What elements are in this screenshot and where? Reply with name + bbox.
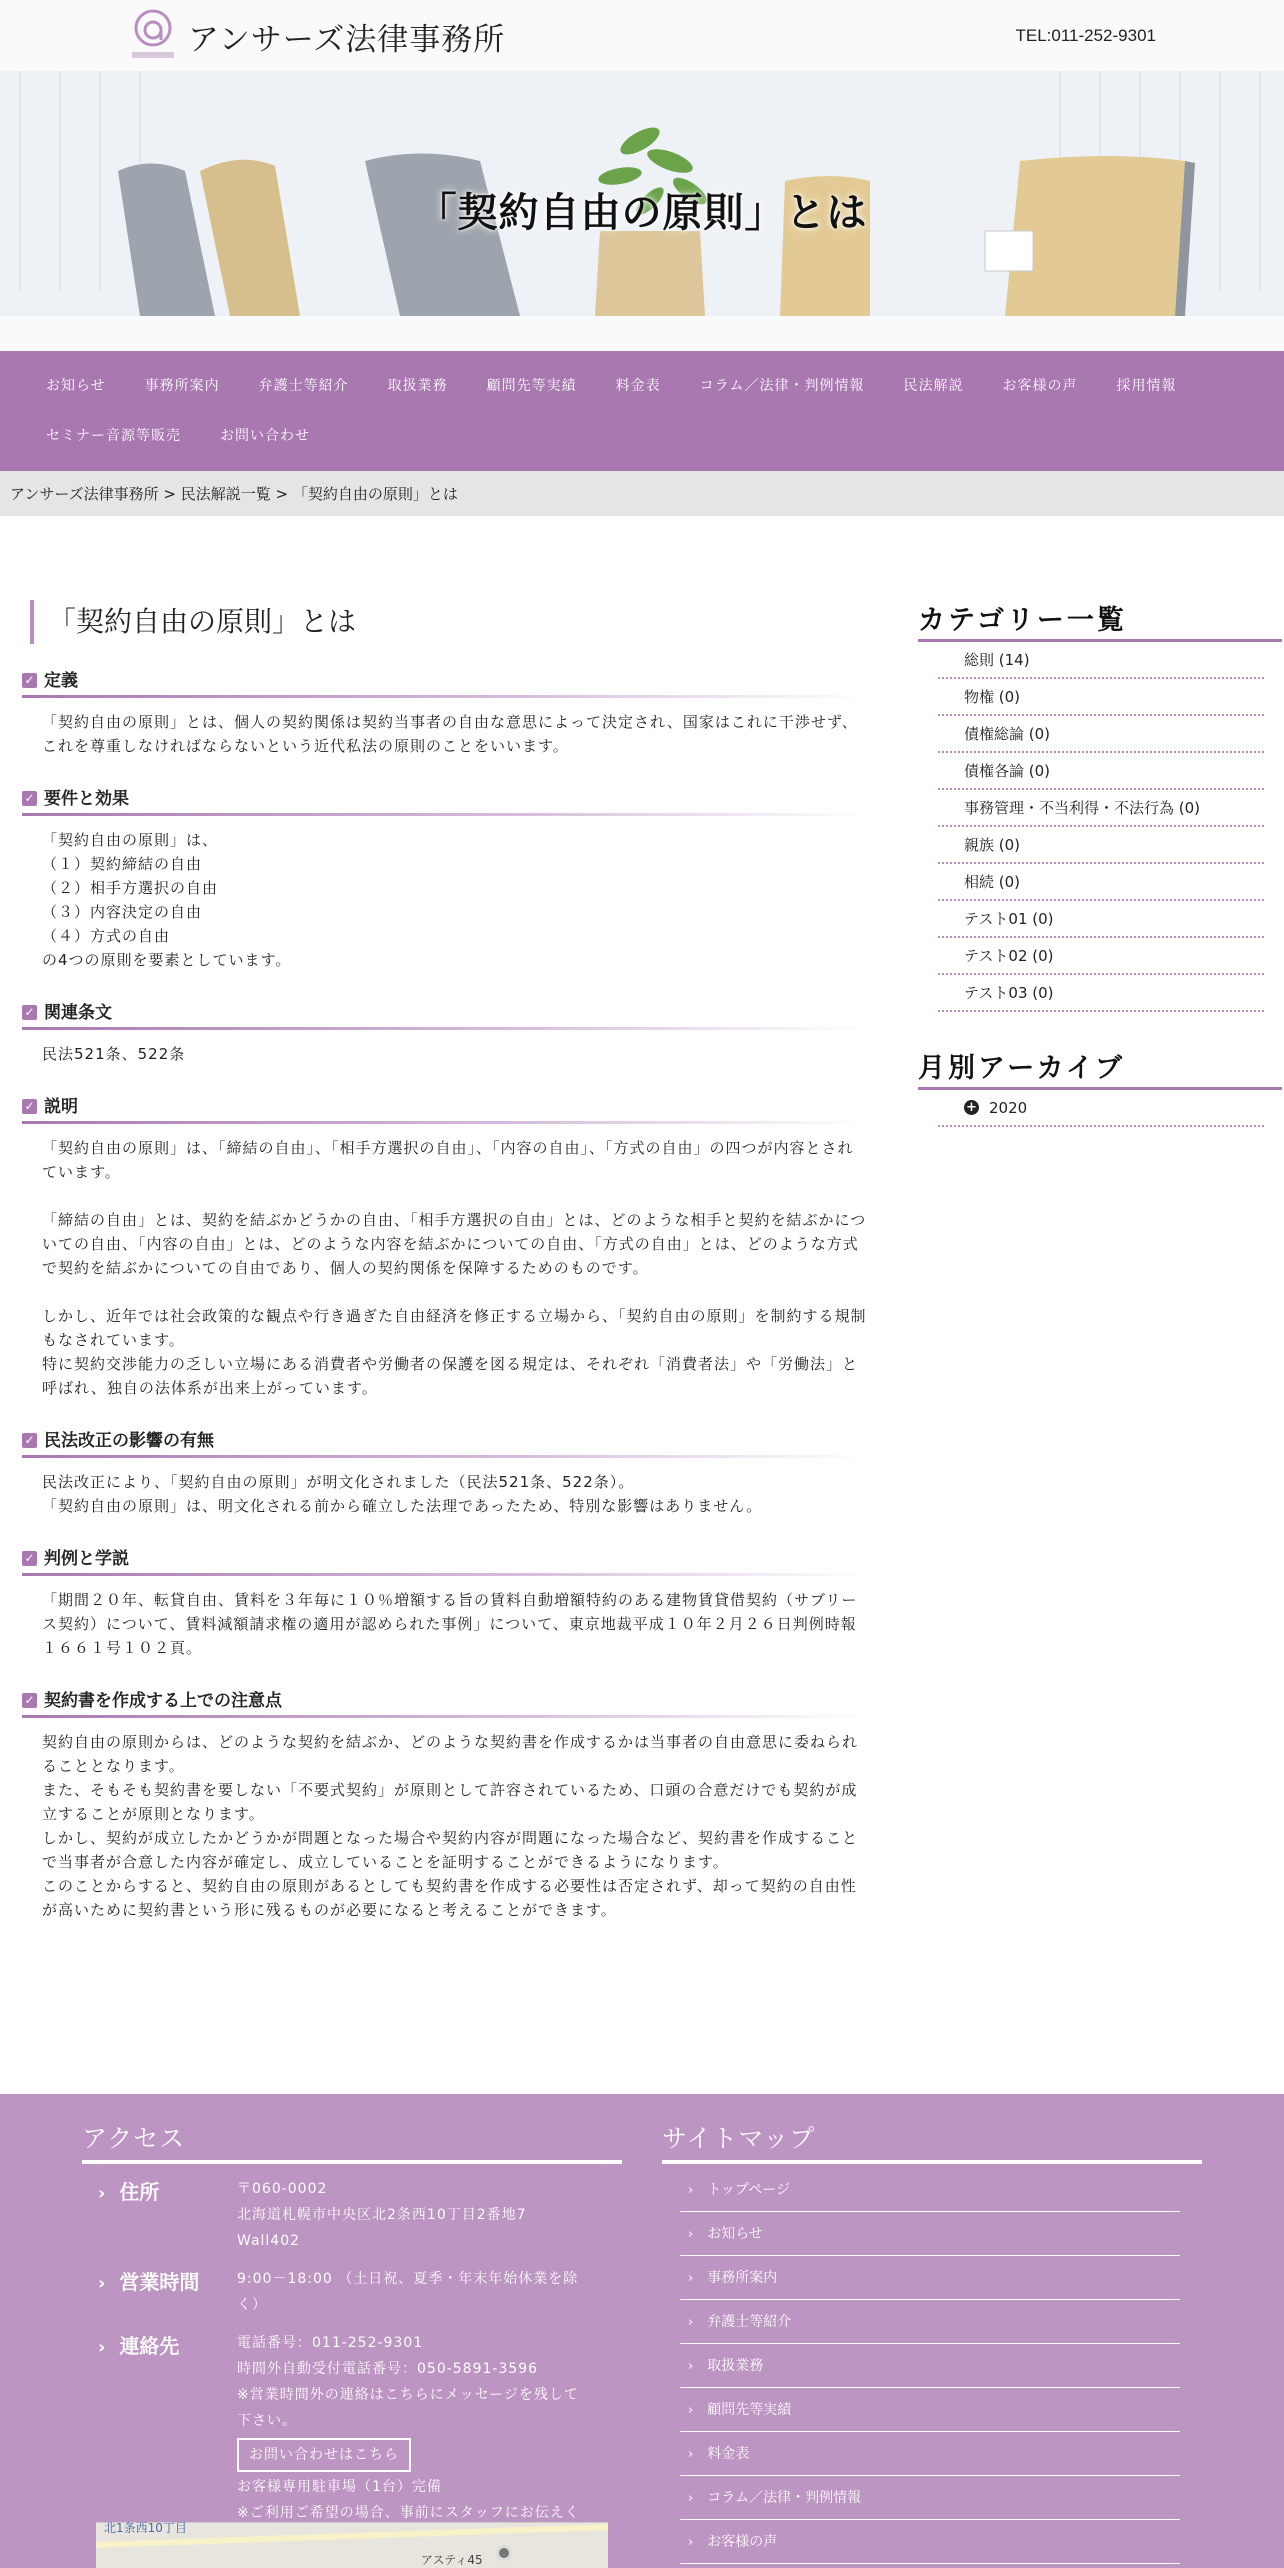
section-body-explanation <box>22 1136 868 1400</box>
sidebar <box>918 600 1282 1127</box>
hours-line: く） <box>237 2297 267 2313</box>
checkbox-icon: ✓ <box>22 791 37 806</box>
category-item[interactable]: 債権総論 (0) <box>938 716 1264 753</box>
checkbox-icon: ✓ <box>22 1099 37 1114</box>
sitemap-item-label[interactable]: お知らせ <box>707 2226 763 2242</box>
contact-line: 電話番号：011-252-9301 <box>237 2335 424 2351</box>
paragraph: 「契約自由の原則」は、 <box>42 831 219 849</box>
paragraph: の4つの原則を要素としています。 <box>42 951 292 969</box>
paragraph: （３）内容決定の自由 <box>42 903 203 921</box>
sitemap-item[interactable] <box>680 2388 1180 2432</box>
paragraph: 民法521条、522条 <box>42 1045 186 1063</box>
section-heading-text: 民法改正の影響の有無 <box>44 1431 214 1451</box>
breadcrumb-separator: > <box>158 485 181 503</box>
contact-line: 下さい。 <box>237 2413 297 2429</box>
sitemap-title: サイトマップ <box>662 2122 1202 2164</box>
nav-item-recruit[interactable]: 採用情報 <box>1116 378 1177 394</box>
contact-line: 時間外自動受付電話番号：050-5891-3596 <box>237 2361 539 2377</box>
map-pin-icon <box>496 2545 512 2561</box>
chevron-right-icon: › <box>98 2337 106 2358</box>
section-body-articles <box>22 1042 868 1066</box>
hours-label: 営業時間 <box>119 2270 200 2294</box>
paragraph: 「期間２０年、転貸自由、賃料を３年毎に１０％増額する旨の賃料自動増額特約のある建物賃貸借契約（サブリース契約）について、賃料減額請求権の適用が認められた事例」について、東京地裁平成１０年２月２６日判例時報１６６１号１０２頁。 <box>42 1591 858 1657</box>
parking-line: お客様専用駐車場（1台）完備 <box>237 2479 442 2495</box>
header-tel[interactable]: TEL:011-252-9301 <box>1015 26 1156 45</box>
nav-item-civil-law[interactable]: 民法解説 <box>903 378 964 394</box>
section-heading-text: 要件と効果 <box>44 789 129 809</box>
breadcrumb-home[interactable]: アンサーズ法律事務所 <box>10 485 159 503</box>
chevron-right-icon: › <box>688 2315 694 2330</box>
sitemap-item-label[interactable]: トップページ <box>707 2182 790 2198</box>
sitemap-item[interactable] <box>680 2300 1180 2344</box>
checkbox-icon: ✓ <box>22 1005 37 1020</box>
sitemap-item[interactable] <box>680 2212 1180 2256</box>
breadcrumb <box>0 471 1284 516</box>
hero-title: 「契約自由の原則」とは <box>416 190 868 236</box>
nav-item-clients[interactable]: 顧問先等実績 <box>486 378 577 394</box>
category-title: カテゴリー一覧 <box>918 600 1282 642</box>
category-item[interactable]: 総則 (14) <box>938 642 1264 679</box>
plus-circle-icon[interactable]: + <box>964 1100 979 1115</box>
address-line: Wall402 <box>237 2233 301 2249</box>
sitemap-item-label[interactable]: 料金表 <box>707 2446 750 2462</box>
section-heading-articles <box>22 1000 868 1028</box>
section-body-requirements <box>22 828 868 972</box>
section-body-reform <box>22 1470 868 1518</box>
paragraph: 民法改正により、「契約自由の原則」が明文化されました（民法521条、522条）。 <box>42 1473 635 1491</box>
archive-year[interactable]: 2020 <box>989 1098 1028 1117</box>
site-footer <box>0 2094 1284 2568</box>
contact-value <box>237 2330 617 2552</box>
paragraph: 「契約自由の原則」は、明文化される前から確立した法理であったため、特別な影響はありません。 <box>42 1497 763 1515</box>
site-header <box>0 0 1284 71</box>
access-map[interactable] <box>96 2522 608 2568</box>
address-label: 住所 <box>119 2180 160 2204</box>
hours-line: 9:00－18:00 （土日祝、夏季・年末年始休業を除 <box>237 2271 579 2287</box>
sitemap-item[interactable] <box>680 2476 1180 2520</box>
section-body-definition <box>22 710 868 758</box>
section-heading-text: 判例と学説 <box>44 1549 129 1569</box>
site-logo-icon[interactable] <box>130 8 176 64</box>
chevron-right-icon: › <box>688 2359 694 2374</box>
nav-item-fees[interactable]: 料金表 <box>615 378 661 394</box>
section-heading-text: 定義 <box>44 671 78 691</box>
nav-item-news[interactable]: お知らせ <box>46 378 106 394</box>
global-nav <box>0 351 1284 471</box>
address-line: 北海道札幌市中央区北2条西10丁目2番地7 <box>237 2207 527 2223</box>
contact-label: 連絡先 <box>119 2334 180 2358</box>
map-label: 北1条西10丁目 <box>104 2521 187 2535</box>
nav-item-office[interactable]: 事務所案内 <box>144 378 220 394</box>
section-heading-precedents <box>22 1546 868 1574</box>
nav-item-seminar[interactable]: セミナー音源等販売 <box>46 428 181 444</box>
category-list <box>938 642 1264 1012</box>
archive-year-item[interactable] <box>938 1090 1264 1127</box>
hours-label-wrap <box>82 2266 237 2318</box>
chevron-right-icon: › <box>688 2535 694 2550</box>
chevron-right-icon: › <box>98 2273 106 2294</box>
site-name[interactable]: アンサーズ法律事務所 <box>188 22 506 58</box>
chevron-right-icon: › <box>688 2271 694 2286</box>
hero-banner <box>0 71 1284 351</box>
category-item[interactable]: 物権 (0) <box>938 679 1264 716</box>
sitemap-list <box>680 2168 1180 2564</box>
parking-line: ※ご利用ご希望の場合、事前にスタッフにお伝えく <box>237 2505 580 2521</box>
breadcrumb-separator: > <box>270 485 293 503</box>
chevron-right-icon: › <box>688 2403 694 2418</box>
paragraph: 「締結の自由」とは、契約を結ぶかどうかの自由、「相手方選択の自由」とは、どのような相手と契約を結ぶかについての自由、「内容の自由」とは、どのような内容を結ぶかについての自由、「方式の自由」とは、どのような方式で契約を結ぶかについての自由であり、個人の契約関係を保障するためのものです。 <box>42 1211 867 1277</box>
paragraph: 特に契約交渉能力の乏しい立場にある消費者や労働者の保護を図る規定は、それぞれ「消費者法」や「労働法」と呼ばれ、独自の法体系が出来上がっています。 <box>42 1355 859 1397</box>
sitemap-item[interactable] <box>680 2168 1180 2212</box>
hours-value <box>237 2266 617 2318</box>
breadcrumb-list[interactable]: 民法解説一覧 <box>180 485 271 503</box>
category-item[interactable]: テスト03 (0) <box>938 975 1264 1012</box>
sitemap-item-label[interactable]: コラム／法律・判例情報 <box>707 2490 862 2506</box>
section-heading-requirements <box>22 786 868 814</box>
address-label-wrap <box>82 2176 237 2254</box>
footer-access <box>82 2122 622 2552</box>
sitemap-item[interactable] <box>680 2520 1180 2564</box>
section-heading-explanation <box>22 1094 868 1122</box>
chevron-right-icon: › <box>688 2227 694 2242</box>
contact-button[interactable]: お問い合わせはこちら <box>237 2438 411 2472</box>
chevron-right-icon: › <box>688 2447 694 2462</box>
category-item[interactable]: 相続 (0) <box>938 864 1264 901</box>
nav-item-services[interactable]: 取扱業務 <box>387 378 448 394</box>
category-item[interactable]: 事務管理・不当利得・不法行為 (0) <box>938 790 1264 827</box>
category-item[interactable]: 親族 (0) <box>938 827 1264 864</box>
category-item[interactable]: 債権各論 (0) <box>938 753 1264 790</box>
sitemap-item-label[interactable]: 取扱業務 <box>707 2358 764 2374</box>
paragraph: このことからすると、契約自由の原則があるとしても契約書を作成する必要性は否定されず、却って契約の自由性が高いために契約書という形に残るものが必要になると考えることができます。 <box>42 1877 857 1919</box>
category-item[interactable]: テスト01 (0) <box>938 901 1264 938</box>
checkbox-icon: ✓ <box>22 1551 37 1566</box>
checkbox-icon: ✓ <box>22 673 37 688</box>
nav-item-column[interactable]: コラム／法律・判例情報 <box>699 378 865 394</box>
article <box>22 600 868 1950</box>
paragraph: （２）相手方選択の自由 <box>42 879 219 897</box>
section-heading-reform <box>22 1428 868 1456</box>
sitemap-item[interactable] <box>680 2256 1180 2300</box>
nav-item-voices[interactable]: お客様の声 <box>1002 378 1078 394</box>
section-heading-definition <box>22 668 868 696</box>
chevron-right-icon: › <box>688 2183 694 2198</box>
section-heading-contract-notes <box>22 1688 868 1716</box>
sitemap-item[interactable] <box>680 2344 1180 2388</box>
chevron-right-icon: › <box>688 2491 694 2506</box>
section-heading-text: 関連条文 <box>44 1003 112 1023</box>
sitemap-item-label[interactable]: お客様の声 <box>707 2534 778 2550</box>
paragraph: 契約自由の原則からは、どのような契約を結ぶか、どのような契約書を作成するかは当事者の自由意思に委ねられることとなります。 <box>42 1733 859 1775</box>
paragraph: （１）契約締結の自由 <box>42 855 203 873</box>
checkbox-icon: ✓ <box>22 1433 37 1448</box>
paragraph: 「契約自由の原則」とは、個人の契約関係は契約当事者の自由な意思によって決定され、国家はこれに干渉せず、これを尊重しなければならないという近代私法の原則のことをいいます。 <box>42 713 858 755</box>
paragraph: 「契約自由の原則」は、「締結の自由」、「相手方選択の自由」、「内容の自由」、「方式の自由」の四つが内容とされています。 <box>42 1139 854 1181</box>
access-hours-row <box>82 2266 622 2318</box>
footer-sitemap <box>662 2122 1202 2564</box>
paragraph: しかし、近年では社会政策的な観点や行き過ぎた自由経済を修正する立場から、「契約自由の原則」を制約する規制もなされています。 <box>42 1307 867 1349</box>
contact-line: ※営業時間外の連絡はこちらにメッセージを残して <box>237 2387 579 2403</box>
address-value <box>237 2176 617 2254</box>
access-address-row <box>82 2176 622 2254</box>
section-heading-text: 契約書を作成する上での注意点 <box>44 1691 282 1711</box>
paragraph: しかし、契約が成立したかどうかが問題となった場合や契約内容が問題になった場合など、契約書を作成することで当事者が合意した内容が確定し、成立していることを証明することができるようになります。 <box>42 1829 859 1871</box>
nav-item-contact[interactable]: お問い合わせ <box>220 428 310 444</box>
sitemap-item-label[interactable]: 顧問先等実績 <box>707 2402 792 2418</box>
category-item[interactable]: テスト02 (0) <box>938 938 1264 975</box>
access-title: アクセス <box>82 2122 622 2164</box>
address-line: 〒060-0002 <box>237 2181 328 2197</box>
sitemap-item-label[interactable]: 事務所案内 <box>707 2270 778 2286</box>
section-body-contract-notes <box>22 1730 868 1922</box>
chevron-right-icon: › <box>98 2183 106 2204</box>
map-label: アスティ45 <box>421 2553 483 2567</box>
sitemap-item-label[interactable]: 弁護士等紹介 <box>707 2314 792 2330</box>
breadcrumb-current: 「契約自由の原則」とは <box>292 485 458 503</box>
section-heading-text: 説明 <box>44 1097 78 1117</box>
paragraph: また、そもそも契約書を要しない「不要式契約」が原則として許容されているため、口頭の合意だけでも契約が成立することが原則となります。 <box>42 1781 858 1823</box>
page-title: 「契約自由の原則」とは <box>30 600 868 644</box>
archive-title: 月別アーカイブ <box>918 1048 1282 1090</box>
paragraph: （４）方式の自由 <box>42 927 171 945</box>
sitemap-item[interactable] <box>680 2432 1180 2476</box>
section-body-precedents <box>22 1588 868 1660</box>
nav-item-lawyers[interactable]: 弁護士等紹介 <box>258 378 349 394</box>
checkbox-icon: ✓ <box>22 1693 37 1708</box>
